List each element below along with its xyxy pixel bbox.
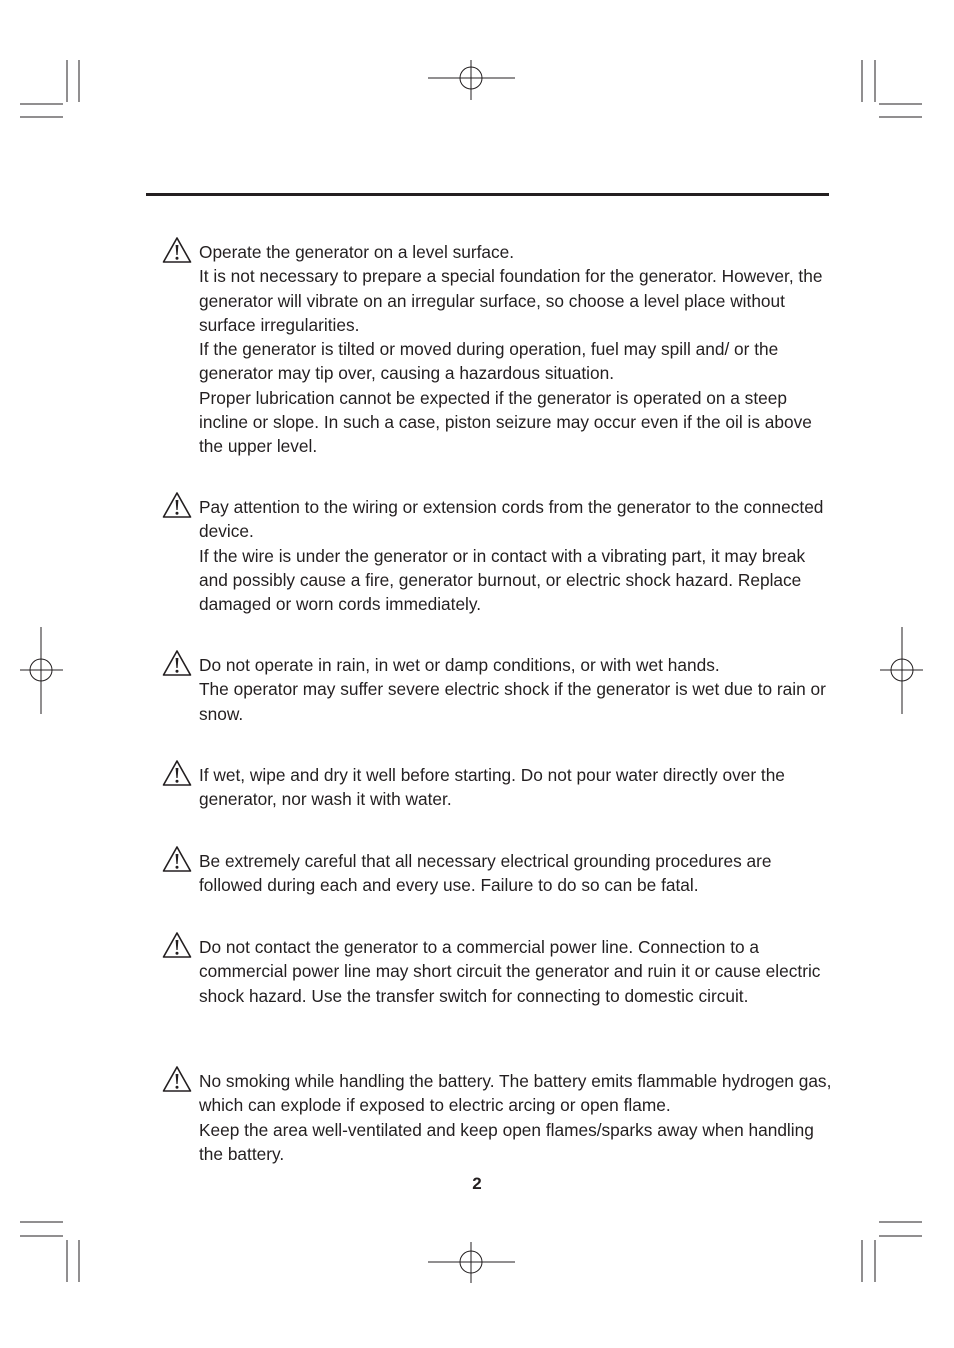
warning-paragraph: Pay attention to the wiring or extension cords from the generator to the connected device. bbox=[199, 497, 824, 542]
warning-triangle-icon bbox=[162, 845, 192, 873]
warning-paragraph: No smoking while handling the battery. The battery emits flammable hydrogen gas, which can explode if exposed to electric arcing or open flame. bbox=[199, 1071, 832, 1116]
warning-item bbox=[162, 849, 832, 898]
crop-mark-top-left bbox=[20, 60, 79, 117]
registration-mark-icon-left bbox=[20, 627, 63, 714]
warning-text bbox=[199, 1069, 832, 1166]
warning-paragraph: If the wire is under the generator or in contact with a vibrating part, it may break and possibly cause a fire, generator burnout, or electric shock hazard. Replace damaged or worn cords immediately. bbox=[199, 545, 806, 615]
page-number: 2 bbox=[472, 1174, 482, 1193]
warning-paragraph: The operator may suffer severe electric shock if the generator is wet due to rain or snow. bbox=[199, 679, 826, 724]
warning-triangle-icon bbox=[162, 931, 192, 959]
warning-paragraph: Be extremely careful that all necessary electrical grounding procedures are followed during each and every use. Failure to do so can be fatal. bbox=[199, 851, 772, 896]
warning-text bbox=[199, 240, 832, 459]
warning-item bbox=[162, 1069, 832, 1166]
warning-triangle-icon bbox=[162, 649, 192, 677]
warning-item bbox=[162, 935, 832, 1008]
registration-mark-icon-top bbox=[428, 60, 515, 100]
warning-paragraph: If wet, wipe and dry it well before starting. Do not pour water directly over the generator, nor wash it with water. bbox=[199, 765, 785, 810]
warning-text bbox=[199, 495, 832, 616]
crop-mark-bottom-right bbox=[862, 1222, 922, 1282]
warning-triangle-icon bbox=[162, 759, 192, 787]
warning-paragraph: Keep the area well-ventilated and keep open flames/sparks away when handling the battery. bbox=[199, 1119, 814, 1164]
header-rule bbox=[146, 193, 829, 196]
crop-mark-bottom-left bbox=[20, 1222, 79, 1282]
registration-mark-icon-right bbox=[880, 627, 923, 714]
warning-item bbox=[162, 495, 832, 616]
warning-text bbox=[199, 763, 832, 812]
warning-triangle-icon bbox=[162, 491, 192, 519]
warning-item bbox=[162, 653, 832, 726]
warning-paragraph: If the generator is tilted or moved during operation, fuel may spill and/ or the generator may tip over, causing a hazardous situation. bbox=[199, 339, 779, 384]
warning-paragraph: Proper lubrication cannot be expected if the generator is operated on a steep incline or slope. In such a case, piston seizure may occur even if the oil is above the upper level. bbox=[199, 387, 812, 457]
warning-paragraph: Do not operate in rain, in wet or damp conditions, or with wet hands. bbox=[199, 655, 720, 675]
warning-text bbox=[199, 849, 832, 898]
warning-paragraph: It is not necessary to prepare a special foundation for the generator. However, the generator will vibrate on an irregular surface, so choose a level place without surface irregularities. bbox=[199, 266, 823, 335]
warning-item bbox=[162, 240, 832, 459]
warning-paragraph: Operate the generator on a level surface. bbox=[199, 242, 515, 262]
warning-text bbox=[199, 935, 832, 1008]
warning-triangle-icon bbox=[162, 1065, 192, 1093]
warning-triangle-icon bbox=[162, 236, 192, 264]
registration-mark-icon-bottom bbox=[428, 1242, 515, 1283]
crop-mark-top-right bbox=[862, 60, 922, 117]
warning-paragraph: Do not contact the generator to a commercial power line. Connection to a commercial power line may short circuit the generator and ruin it or cause electric shock hazard. Use the transfer switch for connecting to domestic circuit. bbox=[199, 937, 821, 1006]
warning-text bbox=[199, 653, 832, 726]
warning-item bbox=[162, 763, 832, 812]
